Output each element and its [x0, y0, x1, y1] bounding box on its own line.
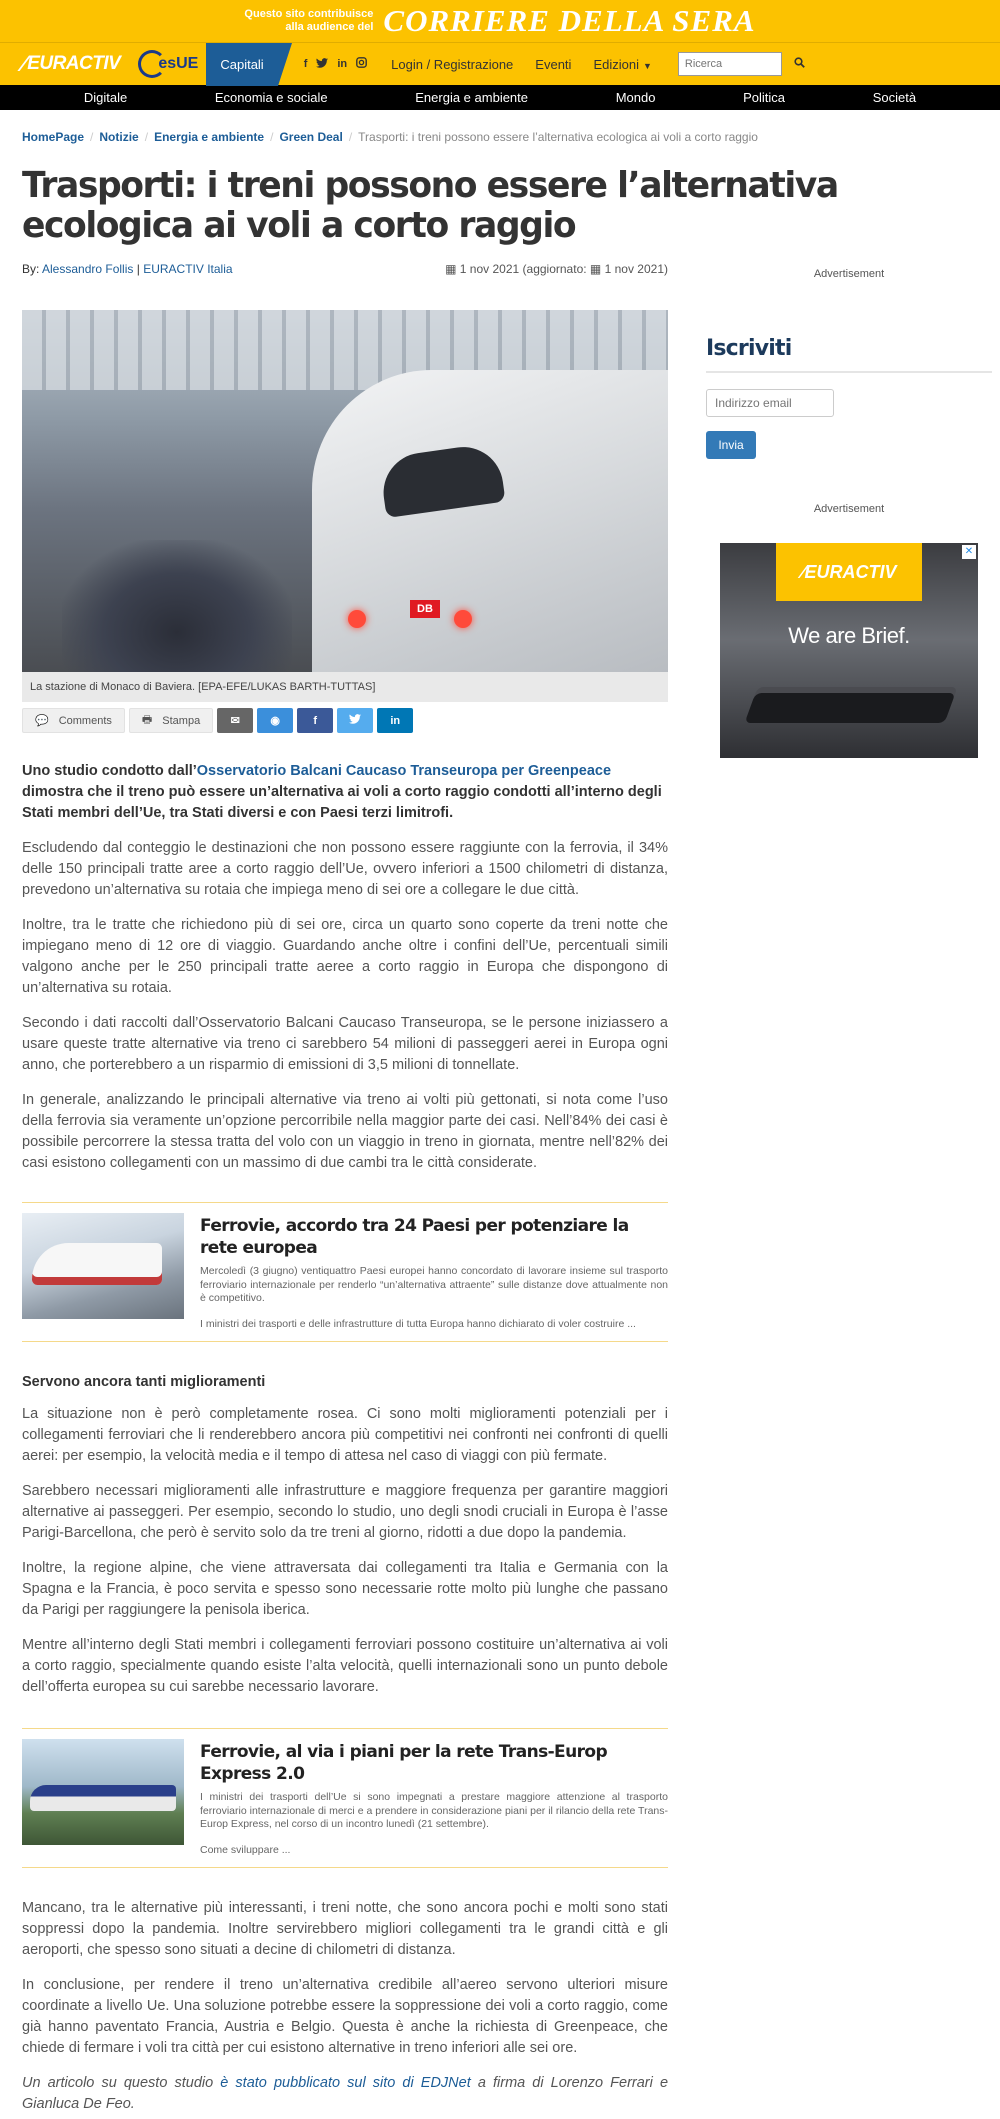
article-closing: [22, 2073, 668, 2115]
related-article-image[interactable]: [22, 1739, 184, 1845]
article-paragraph: Inoltre, la regione alpine, che viene attraversata dai collegamenti tra Italia e Germania con la Spagna e la Francia, è poco servita e spesso sono necessarie rotte molto più lunghe che passano da Parigi per raggiungere la penisola iberica.: [22, 1560, 668, 1618]
advertisement-label: Advertisement: [813, 503, 885, 515]
breadcrumb-current: Trasporti: i treni possono essere l’alternativa ecologica ai voli a corto raggio: [358, 130, 758, 144]
chevron-down-icon: ▼: [642, 60, 652, 71]
related-article-1[interactable]: [22, 1202, 668, 1342]
closing-suffix: a firma di Lorenzo Ferrari e Gianluca De Feo.: [22, 2075, 669, 2112]
corriere-banner[interactable]: [0, 0, 1000, 42]
ad-phone-image: [745, 693, 956, 723]
breadcrumb-notizie[interactable]: Notizie: [99, 130, 139, 144]
corriere-logo[interactable]: CORRIERE DELLA SERA: [383, 3, 756, 38]
closing-prefix: Un articolo su questo studio: [22, 2075, 221, 2091]
breadcrumb-green-deal[interactable]: Green Deal: [279, 130, 343, 144]
messenger-share-button[interactable]: [257, 708, 293, 733]
facebook-share-button[interactable]: [297, 708, 333, 733]
print-button[interactable]: [129, 708, 213, 733]
print-label: Stampa: [162, 714, 201, 727]
outlet-link[interactable]: EURACTIV Italia: [143, 262, 233, 276]
envelope-icon: ✉: [230, 715, 240, 727]
date-value: 1 nov 2021: [459, 262, 520, 276]
author-line: [22, 262, 233, 276]
related-article-body: [200, 1213, 668, 1331]
breadcrumb-separator: /: [348, 130, 353, 144]
login-link[interactable]: Login / Registrazione: [391, 56, 514, 72]
social-links: [304, 57, 367, 71]
related-article-title[interactable]: Ferrovie, accordo tra 24 Paesi per potenziare la rete europea: [200, 1216, 629, 1258]
related-article-excerpt: Come sviluppare ...: [200, 1843, 291, 1856]
article-paragraph: Inoltre, tra le tratte che richiedono più di sei ore, circa un quarto sono coperte da treni notte che impiegano meno di 12 ore di viaggio. Guardando anche oltre i confini dell’Ue, percentuali simili valgono anche per le 250 principali tratte aeree a corto raggio in Europa che dispongono di un’alternativa su rotaia.: [22, 917, 668, 996]
article-paragraph: Mancano, tra le alternative più interessanti, i treni notte, che sono ancora pochi e molti sono stati soppressi dopo la pandemia. Inoltre servirebbero migliori collegamenti tra le grandi città e gli aeroporti, che spesso sono situati a decine di chilometri di distanza.: [22, 1900, 668, 1958]
related-article-body: [200, 1739, 668, 1857]
article-paragraph: Secondo i dati raccolti dall’Osservatorio Balcani Caucaso Transeuropa, se le persone iniziassero a usare queste tratte alternative via treno ci sarebbero 54 milioni di passeggeri aerei in Europa ogni anno, che porterebbero a un risparmio di emissioni di 3,5 milioni di tonnellate.: [22, 1015, 668, 1073]
related-article-2[interactable]: [22, 1728, 668, 1868]
facebook-icon: f: [313, 714, 318, 727]
comment-icon: 💬: [35, 715, 49, 727]
related-article-image[interactable]: [22, 1213, 184, 1319]
ces-logo-text: esUE: [158, 55, 199, 72]
article-paragraph: La situazione non è però completamente rosea. Ci sono molti miglioramenti potenziali per i collegamenti ferroviari che li renderebbero ancora più competitivi nei confronti nei confronti di quelli aerei: per esempio, la velocità media e il tempo di attesa nel caso di viaggi con più fermate.: [22, 1406, 668, 1464]
nav-item-societa[interactable]: Società: [872, 90, 917, 105]
main-header: [0, 42, 1000, 85]
euractiv-logo-text: EURACTIV: [27, 53, 121, 74]
nav-item-economia[interactable]: Economia e sociale: [214, 90, 328, 105]
ad-tagline: We are Brief.: [788, 623, 910, 648]
comments-label: Comments: [58, 714, 112, 727]
related-article-excerpt: I ministri dei trasporti e delle infrastrutture di tutta Europa hanno dichiarato di voler costruire ...: [200, 1317, 636, 1330]
corriere-note: [244, 8, 373, 34]
hero-train-light: [454, 610, 472, 628]
ad-logo-text: EURACTIV: [804, 561, 897, 582]
nav-item-energia[interactable]: Energia e ambiente: [415, 90, 529, 105]
breadcrumb-separator: /: [90, 130, 94, 144]
eventi-link[interactable]: Eventi: [535, 56, 572, 72]
article-paragraph: In conclusione, per rendere il treno un’alternativa credibile all’aereo servono ulteriori misure coordinate a livello Ue. Una soluzione potrebbe essere la soppressione dei voli a corto raggio, come già hanno paventato Francia, Austria e Belgio. Questa è anche la richiesta di Greenpeace, che chiede di fermare i voli tra città per cui esistono alternative in treno inferiori alle sei ore.: [22, 1977, 668, 2056]
lead-link[interactable]: Osservatorio Balcani Caucaso Transeuropa per Greenpeace: [196, 763, 612, 779]
edizioni-label: Edizioni: [593, 56, 639, 72]
print-icon: 🖶: [141, 714, 153, 726]
section-heading: Servono ancora tanti miglioramenti: [22, 1374, 266, 1390]
ad-logo: [776, 543, 922, 601]
breadcrumb-home[interactable]: HomePage: [22, 130, 85, 144]
corriere-note-line1: Questo sito contribuisce: [244, 8, 374, 20]
breadcrumb-separator: /: [270, 130, 274, 144]
instagram-icon[interactable]: [356, 57, 367, 71]
image-caption: La stazione di Monaco di Baviera. [EPA-EFE/LUKAS BARTH-TUTTAS]: [22, 672, 668, 702]
related-article-excerpt: I ministri dei trasporti dell’Ue si sono impegnati a prestare maggiore attenzione al trasporto ferroviario internazionale di merci e a prendere in considerazione piani per il rilancio della rete Trans-Europ Express, nel corso di un incontro lunedì (21 settembre).: [200, 1791, 668, 1830]
hero-train: [312, 370, 668, 672]
hero-people: [62, 540, 292, 672]
twitter-share-button[interactable]: [337, 708, 373, 733]
lead-suffix: dimostra che il treno può essere un’alternativa ai voli a corto raggio condotti all’interno degli Stati membri dell’Ue, tra Stati diversi e con Paesi terzi limitrofi.: [22, 784, 662, 821]
advertisement-label: Advertisement: [813, 268, 885, 280]
article-paragraph: Mentre all’interno degli Stati membri i collegamenti ferroviari possono costituire un’alternativa ai voli a corto raggio, specialmente quando esiste l’alta velocità, quelli internazionali sono un punto debole dell’offerta europea su cui sarebbe necessario lavorare.: [22, 1637, 668, 1695]
comments-button[interactable]: [22, 708, 125, 733]
article-lead: [22, 761, 668, 824]
calendar-icon: ▦: [589, 262, 602, 276]
twitter-icon: [349, 714, 361, 727]
twitter-icon[interactable]: [316, 58, 328, 71]
edjnet-link[interactable]: è stato pubblicato sul sito di EDJNet: [220, 2075, 471, 2091]
article-paragraph: Escludendo dal conteggio le destinazioni che non possono essere raggiunte con la ferrovia, il 34% delle 150 principali tratte aree a corto raggio dell’Ue, ovvero inferiori a 1500 chilometri di distanza, prevedono un’alternativa su rotaia che impiega meno di sei ore a collegare le due città.: [22, 840, 668, 898]
updated-date: 1 nov 2021): [604, 262, 668, 276]
publish-date: [445, 262, 668, 276]
hero-image: [22, 310, 668, 672]
sidebar: [706, 268, 992, 758]
email-field[interactable]: [706, 389, 834, 417]
submit-button[interactable]: Invia: [706, 431, 756, 459]
linkedin-icon[interactable]: in: [337, 58, 348, 70]
capitali-link[interactable]: Capitali: [206, 43, 277, 86]
nav-item-digitale[interactable]: Digitale: [83, 90, 128, 105]
breadcrumb: [22, 130, 758, 144]
messenger-icon: ◉: [270, 715, 280, 727]
linkedin-icon: in: [390, 714, 401, 727]
related-article-excerpt: Mercoledì (3 giugno) ventiquattro Paesi europei hanno concordato di lavorare insieme sul trasporto ferroviario internazionale per renderlo “un’alternativa attraente” sulle distanze dove attualmente non è competitivo.: [200, 1265, 668, 1304]
linkedin-share-button[interactable]: [377, 708, 413, 733]
euractiv-logo[interactable]: [22, 51, 120, 77]
nav-item-politica[interactable]: Politica: [743, 90, 786, 105]
updated-label: (aggiornato:: [522, 262, 587, 276]
email-share-button[interactable]: [217, 708, 253, 733]
article-meta: [22, 262, 668, 276]
ces-logo[interactable]: [138, 50, 198, 78]
author-link[interactable]: Alessandro Follis: [42, 262, 134, 276]
breadcrumb-separator: /: [144, 130, 149, 144]
corriere-note-line2: alla audience del: [285, 21, 374, 33]
article-paragraph: In generale, analizzando le principali alternative via treno ai volti più gettonati, si nota come l’uso della ferrovia sia veramente un’opzione percorribile nella maggior parte dei casi. Nell’84% dei casi è possibile percorrere la stessa tratta del volo con un viaggio in treno in giornata, mentre nell’82% dei casi esistono collegamenti con un massimo di due cambi tra le città considerate.: [22, 1092, 668, 1171]
calendar-icon: ▦: [445, 262, 457, 276]
db-logo: DB: [410, 600, 440, 618]
subscribe-title: Iscriviti: [706, 336, 992, 373]
euractiv-logo-mark: ⁄: [801, 561, 805, 582]
share-bar: [22, 708, 668, 733]
breadcrumb-energia[interactable]: Energia e ambiente: [154, 130, 265, 144]
search-icon[interactable]: [794, 57, 805, 71]
close-icon[interactable]: ✕: [962, 545, 976, 559]
euractiv-logo-mark: ⁄: [22, 51, 26, 76]
article-paragraph: Sarebbero necessari miglioramenti alle infrastrutture e maggiore frequenza per garantire maggiori alternative ai passeggeri. Per esempio, secondo lo studio, uno degli snodi cruciali in Europa è l’asse Parigi-Barcellona, che però è servito solo da tre treni al giorno, ridotti a due dopo la pandemia.: [22, 1483, 668, 1541]
nav-item-mondo[interactable]: Mondo: [615, 90, 656, 105]
related-article-title[interactable]: Ferrovie, al via i piani per la rete Trans-Europ Express 2.0: [200, 1742, 608, 1784]
page-title: Trasporti: i treni possono essere l’alternativa ecologica ai voli a corto raggio: [22, 165, 838, 246]
search-input[interactable]: [678, 52, 782, 76]
edizioni-dropdown[interactable]: [593, 57, 651, 72]
lead-prefix: Uno studio condotto dall’: [22, 763, 197, 779]
by-label: By:: [22, 262, 40, 276]
hero-train-light: [348, 610, 366, 628]
category-nav: [0, 85, 1000, 110]
author-separator: |: [136, 262, 140, 276]
ad-banner[interactable]: [720, 543, 978, 758]
facebook-icon[interactable]: f: [303, 58, 308, 70]
